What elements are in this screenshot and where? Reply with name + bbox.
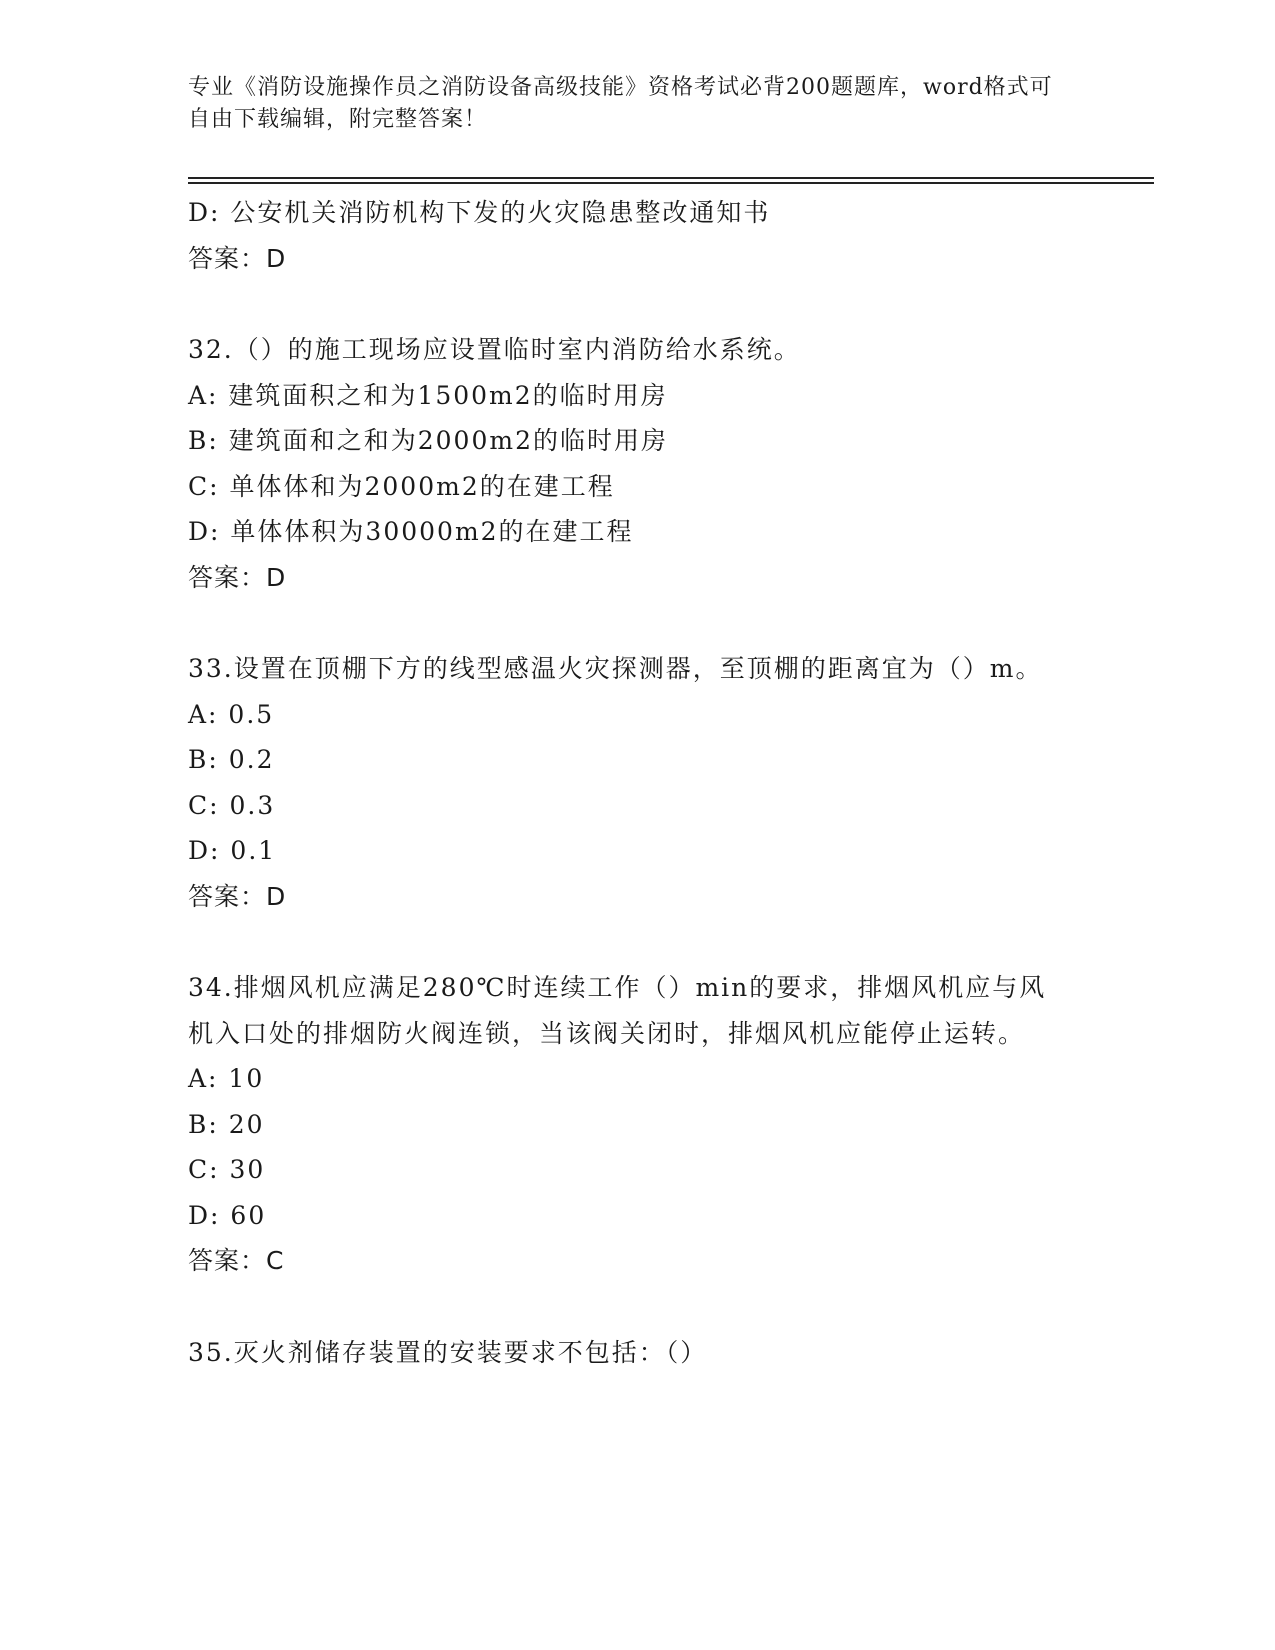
option-a: A: 0.5 bbox=[188, 699, 275, 729]
answer: 答案：D bbox=[188, 562, 287, 592]
option-d: D: 公安机关消防机构下发的火灾隐患整改通知书 bbox=[188, 198, 771, 227]
question-35 bbox=[188, 1330, 1068, 1376]
question-34 bbox=[188, 965, 1068, 1284]
question-stem: 34.排烟风机应满足280℃时连续工作（）min的要求，排烟风机应与风机入口处的排烟防火阀连锁，当该阀关闭时，排烟风机应能停止运转。 bbox=[188, 973, 1047, 1048]
option-c: C: 0.3 bbox=[188, 790, 276, 820]
question-32 bbox=[188, 327, 1068, 600]
option-b: B: 建筑面和之和为2000m2的临时用房 bbox=[188, 426, 668, 455]
question-list bbox=[188, 190, 1068, 1375]
question-stem: 35.灭火剂储存装置的安装要求不包括：（） bbox=[188, 1337, 708, 1367]
header-divider-bottom bbox=[188, 182, 1154, 184]
option-b: B: 20 bbox=[188, 1109, 265, 1139]
option-b: B: 0.2 bbox=[188, 745, 275, 774]
option-a: A: 10 bbox=[188, 1064, 265, 1093]
header-divider-top bbox=[188, 177, 1154, 179]
option-d: D: 0.1 bbox=[188, 836, 277, 865]
answer: 答案：D bbox=[188, 243, 287, 273]
option-d: D: 60 bbox=[188, 1200, 267, 1230]
question-stem: 33.设置在顶棚下方的线型感温火灾探测器，至顶棚的距离宜为（）m。 bbox=[188, 654, 1043, 683]
previous-question-tail bbox=[188, 190, 1068, 281]
question-33 bbox=[188, 646, 1068, 919]
answer: 答案：C bbox=[188, 1246, 285, 1275]
question-stem: 32.（）的施工现场应设置临时室内消防给水系统。 bbox=[188, 335, 801, 364]
option-d: D: 单体体积为30000m2的在建工程 bbox=[188, 517, 634, 546]
answer: 答案：D bbox=[188, 881, 287, 911]
document-header: 专业《消防设施操作员之消防设备高级技能》资格考试必背200题题库，word格式可自由下载编辑，附完整答案！ bbox=[188, 75, 1053, 132]
option-a: A: 建筑面积之和为1500m2的临时用房 bbox=[188, 380, 668, 410]
option-c: C: 单体体和为2000m2的在建工程 bbox=[188, 471, 615, 501]
option-c: C: 30 bbox=[188, 1155, 266, 1184]
